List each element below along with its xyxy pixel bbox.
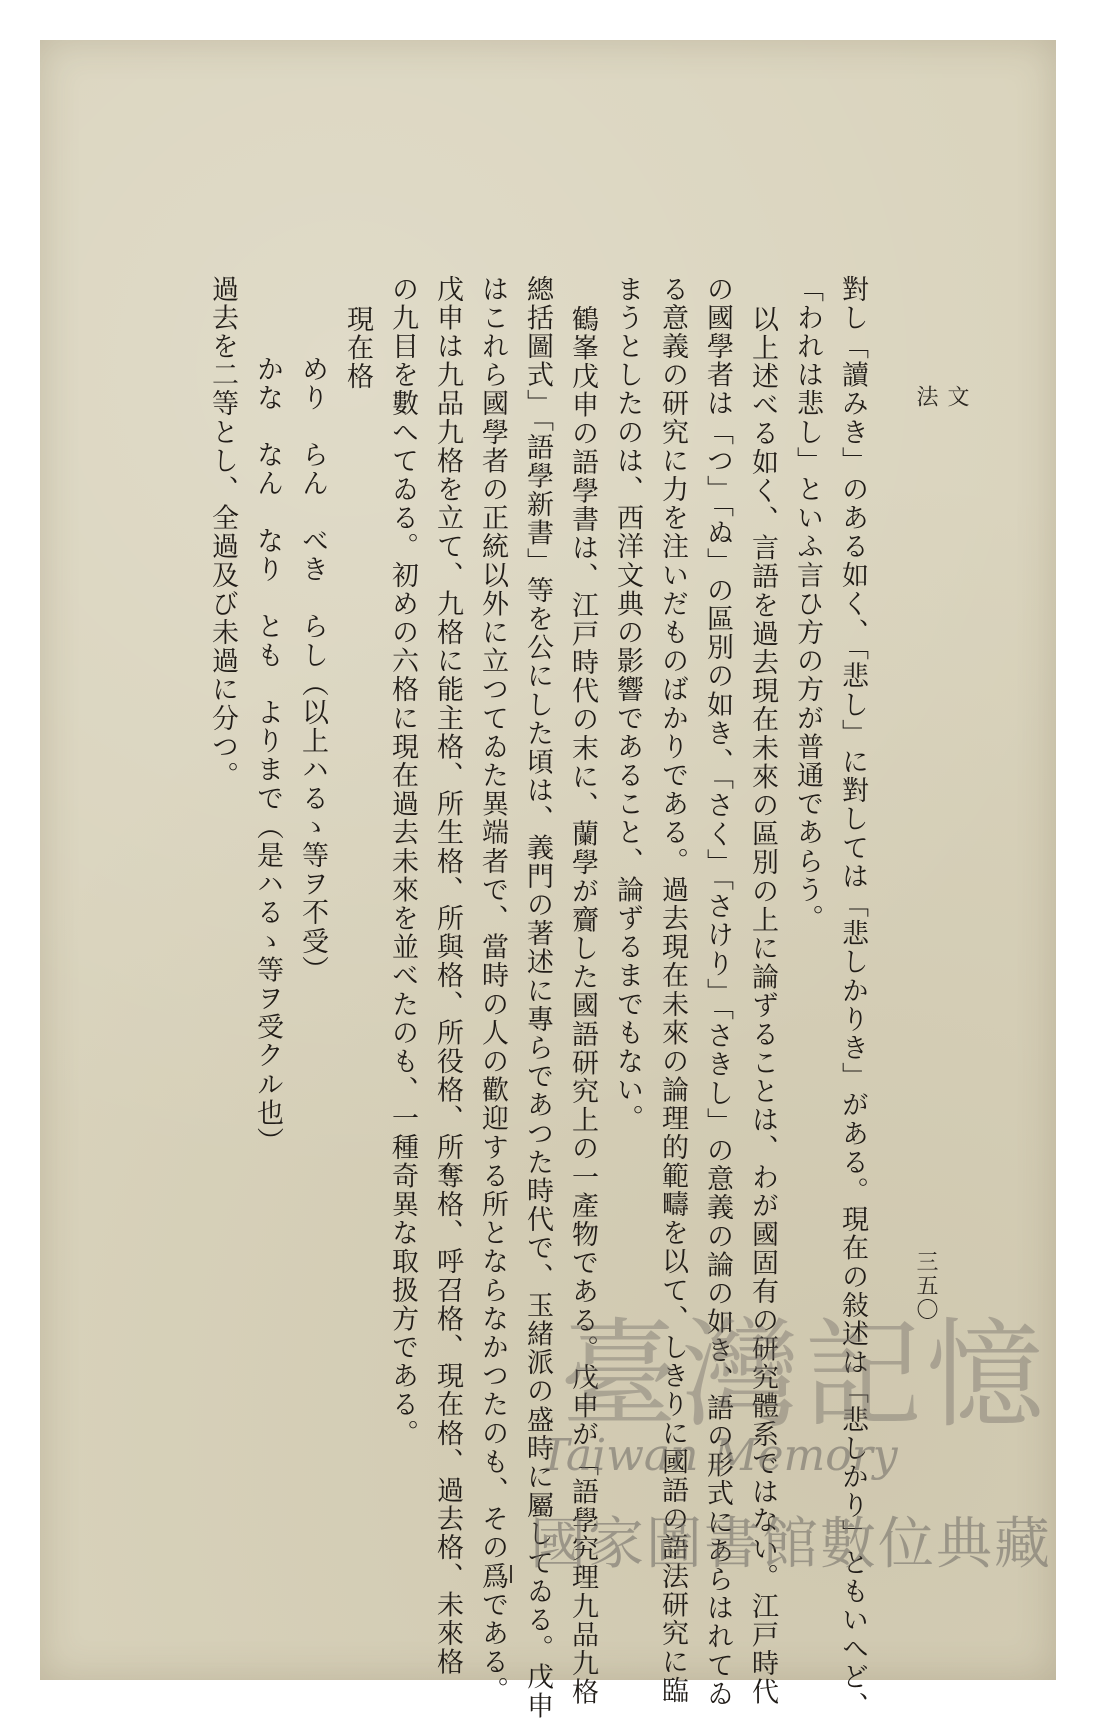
text-column: 總括圖式」「語學新書」等を公にした頃は、義門の著述に專らであつた時代で、玉緒派の盛時に屬してゐる。戊申 [522, 275, 553, 1720]
watermark-chinese: 臺灣記憶 [560, 1306, 1049, 1444]
page-tick-mark [510, 1565, 512, 1583]
text-column: めり らん べき らし（以上ハるゝ等ヲ不受） [297, 355, 328, 985]
text-column: はこれら國學者の正統以外に立つてゐた異端者で、當時の人の歡迎する所とならなかつたのも、その爲である。 [477, 275, 508, 1705]
text-column: まうとしたのは、西洋文典の影響であること、論ずるまでもない。 [612, 275, 643, 1133]
section-heading: 現在格 [342, 305, 373, 391]
page-number: 三五〇 [913, 1250, 938, 1322]
header-title-part1: 文 [944, 385, 969, 407]
text-column: 以上述べる如く、言語を過去現在未來の區別の上に論ずることは、わが國固有の研究體系ではない。江戸時代 [747, 305, 778, 1707]
watermark-library: 國家圖書館數位典藏 [530, 1512, 1052, 1577]
text-column: 過去を二等とし、全過及び未過に分つ。 [207, 275, 238, 790]
text-column: の國學者は「つ」「ぬ」の區別の如き、「さく」「さけり」「さきし」の意義の論の如き、語の形式にあらはれてゐ [702, 275, 733, 1709]
text-column: る意義の研究に力を注いだものばかりである。過去現在未來の論理的範疇を以て、しきりに國語の語法研究に臨 [657, 275, 688, 1705]
scanned-page [40, 40, 1056, 1720]
text-column: 鶴峯戊申の語學書は、江戸時代の末に、蘭學が齎した國語研究上の一產物である。戊申が「語學究理九品九格 [567, 305, 598, 1707]
text-column: かな なん なり とも よりまで（是ハるゝ等ヲ受クル也） [252, 355, 283, 1156]
text-column: 戊申は九品九格を立て、九格に能主格、所生格、所與格、所役格、所奪格、呼召格、現在格、過去格、未來格 [432, 275, 463, 1677]
header-title-part2: 法 [913, 385, 938, 407]
watermark-english: Taiwan Memory [540, 1430, 898, 1481]
text-column: 對し「讀みき」のある如く、「悲し」に對しては「悲しかりき」がある。現在の敍述は「悲しかり」ともいへど、 [837, 275, 868, 1720]
text-column: の九目を數へてゐる。初めの六格に現在過去未來を並べたのも、一種奇異な取扱方である。 [387, 275, 418, 1448]
running-header [910, 385, 972, 445]
library-watermark [530, 1280, 1080, 1610]
text-column: 「われは悲し」といふ言ひ方の方が普通であらう。 [792, 275, 823, 933]
